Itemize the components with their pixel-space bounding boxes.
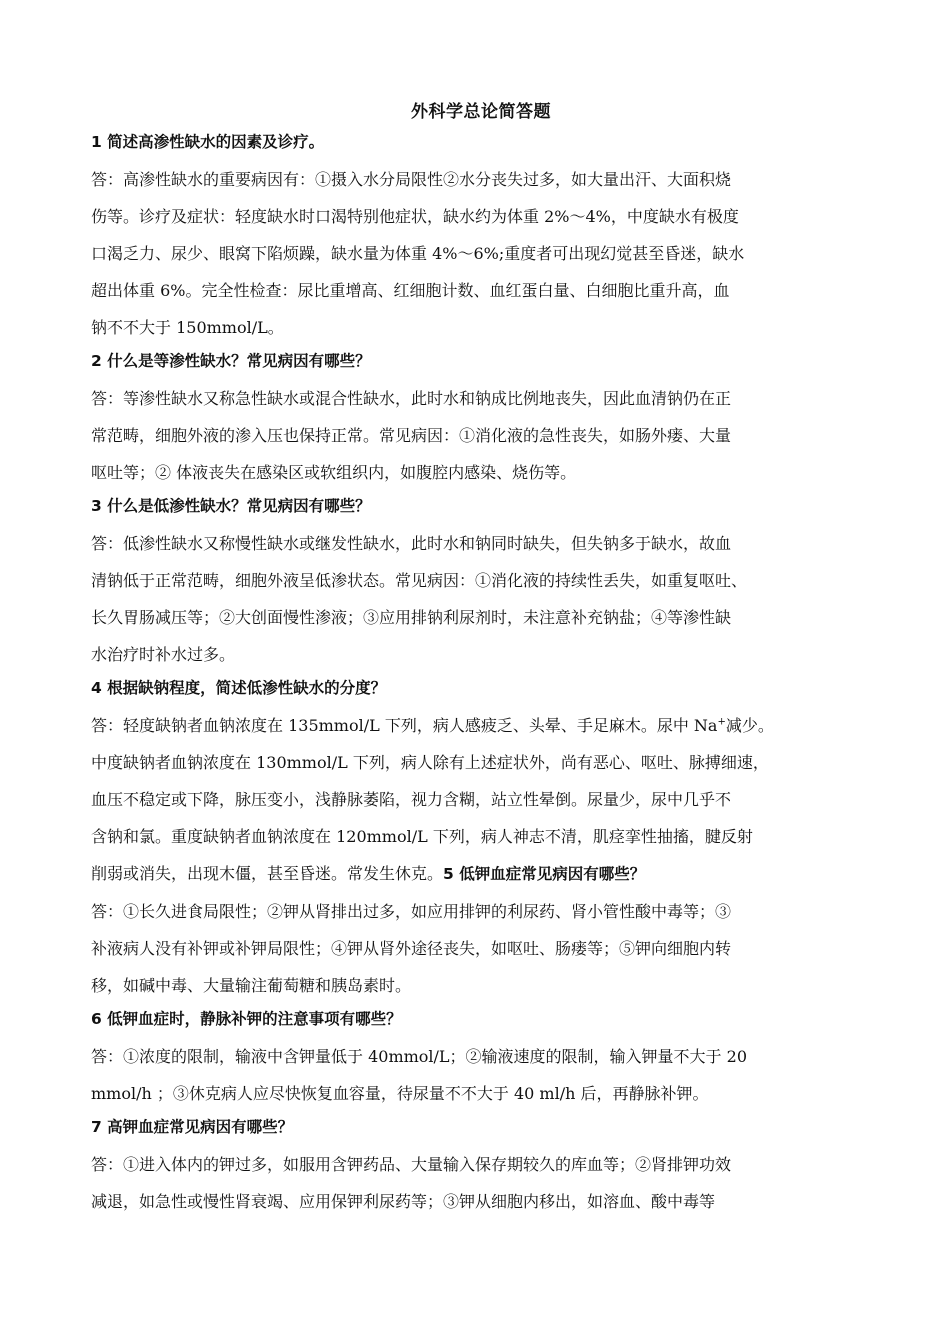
- answer-4-line1-text: 答：轻度缺钠者血钠浓度在 135mmol/L 下列，病人感疲乏、头晕、手足麻木。尿中 Na: [91, 716, 718, 735]
- answer-7-line: 减退，如急性或慢性肾衰竭、应用保钾利尿药等；③钾从细胞内移出，如溶血、酸中毒等: [91, 1192, 716, 1211]
- answer-3-line: 清钠低于正常范畴，细胞外液呈低渗状态。常见病因：①消化液的持续性丢失，如重复呕吐、: [91, 571, 748, 590]
- answer-2-line: 答：等渗性缺水又称急性缺水或混合性缺水，此时水和钠成比例地丧失，因此血清钠仍在正: [91, 389, 732, 408]
- answer-3-line: 答：低渗性缺水又称慢性缺水或继发性缺水，此时水和钠同时缺失，但失钠多于缺水，故血: [91, 534, 732, 553]
- answer-3: [91, 525, 871, 673]
- answer-4-line: 含钠和氯。重度缺钠者血钠浓度在 120mmol/L 下列，病人神志不清，肌痉挛性抽搐，腱反射: [91, 827, 753, 846]
- question-1-heading: 1 简述高渗性缺水的因素及诊疗。: [91, 133, 325, 151]
- answer-4-last-line: 削弱或消失，出现木僵，甚至昏迷。常发生休克。: [91, 864, 444, 883]
- answer-6: [91, 1038, 871, 1112]
- answer-4-line1-tail: 减少。: [725, 716, 774, 735]
- answer-5-line: 答：①长久进食局限性；②钾从肾排出过多，如应用排钾的利尿药、肾小管性酸中毒等；③: [91, 902, 732, 921]
- answer-4-line: 血压不稳定或下降，脉压变小，浅静脉萎陷，视力含糊，站立性晕倒。尿量少，尿中几乎不: [91, 790, 732, 809]
- answer-2: [91, 380, 871, 491]
- answer-6-line: 答：①浓度的限制，输液中含钾量低于 40mmol/L；②输液速度的限制，输入钾量不大于 20: [91, 1047, 748, 1066]
- answer-6-line: mmol/h ；③休克病人应尽快恢复血容量，待尿量不不大于 40 ml/h 后，再静脉补钾。: [91, 1084, 709, 1103]
- answer-1-line: 伤等。诊疗及症状：轻度缺水时口渴特别他症状，缺水约为体重 2%～4%，中度缺水有极度: [91, 207, 739, 226]
- question-2-heading: 2 什么是等渗性缺水？常见病因有哪些？: [91, 352, 371, 370]
- answer-3-line: 水治疗时补水过多。: [91, 645, 236, 664]
- answer-5-line: 补液病人没有补钾或补钾局限性；④钾从肾外途径丧失，如呕吐、肠瘘等；⑤钾向细胞内转: [91, 939, 732, 958]
- answer-5-line: 移，如碱中毒、大量输注葡萄糖和胰岛素时。: [91, 976, 412, 995]
- answer-4-line: 中度缺钠者血钠浓度在 130mmol/L 下列，病人除有上述症状外，尚有恶心、呕吐、脉搏细速，: [91, 753, 769, 772]
- answer-4: [91, 707, 871, 892]
- question-6-heading: 6 低钾血症时，静脉补钾的注意事项有哪些？: [91, 1010, 402, 1028]
- sodium-charge-superscript: +: [717, 716, 726, 728]
- question-4-heading: 4 根据缺钠程度，简述低渗性缺水的分度？: [91, 679, 387, 697]
- answer-7-line: 答：①进入体内的钾过多，如服用含钾药品、大量输入保存期较久的库血等；②肾排钾功效: [91, 1155, 732, 1174]
- answer-4-line: [91, 855, 871, 892]
- answer-2-line: 呕吐等；② 体液丧失在感染区或软组织内，如腹腔内感染、烧伤等。: [91, 463, 577, 482]
- answer-1-line: 超出体重 6%。完全性检查：尿比重增高、红细胞计数、血红蛋白量、白细胞比重升高，血: [91, 281, 730, 300]
- question-7-heading: 7 高钾血症常见病因有哪些？: [91, 1118, 294, 1136]
- answer-1-line: 钠不不大于 150mmol/L。: [91, 318, 284, 337]
- answer-7: [91, 1146, 871, 1220]
- document-page: [91, 98, 871, 1221]
- answer-1: [91, 161, 871, 346]
- answer-3-line: 长久胃肠减压等；②大创面慢性渗液；③应用排钠利尿剂时，未注意补充钠盐；④等渗性缺: [91, 608, 732, 627]
- answer-2-line: 常范畴，细胞外液的渗入压也保持正常。常见病因：①消化液的急性丧失，如肠外瘘、大量: [91, 426, 732, 445]
- answer-1-line: 答：高渗性缺水的重要病因有：①摄入水分局限性②水分丧失过多，如大量出汗、大面积烧: [91, 170, 732, 189]
- question-3-heading: 3 什么是低渗性缺水？常见病因有哪些？: [91, 497, 371, 515]
- question-5-heading: 5 低钾血症常见病因有哪些？: [443, 865, 646, 883]
- answer-4-line: [91, 707, 871, 744]
- document-title: 外科学总论简答题: [411, 102, 551, 122]
- answer-1-line: 口渴乏力、尿少、眼窝下陷烦躁，缺水量为体重 4%～6%;重度者可出现幻觉甚至昏迷，缺水: [91, 244, 745, 263]
- answer-5: [91, 893, 871, 1004]
